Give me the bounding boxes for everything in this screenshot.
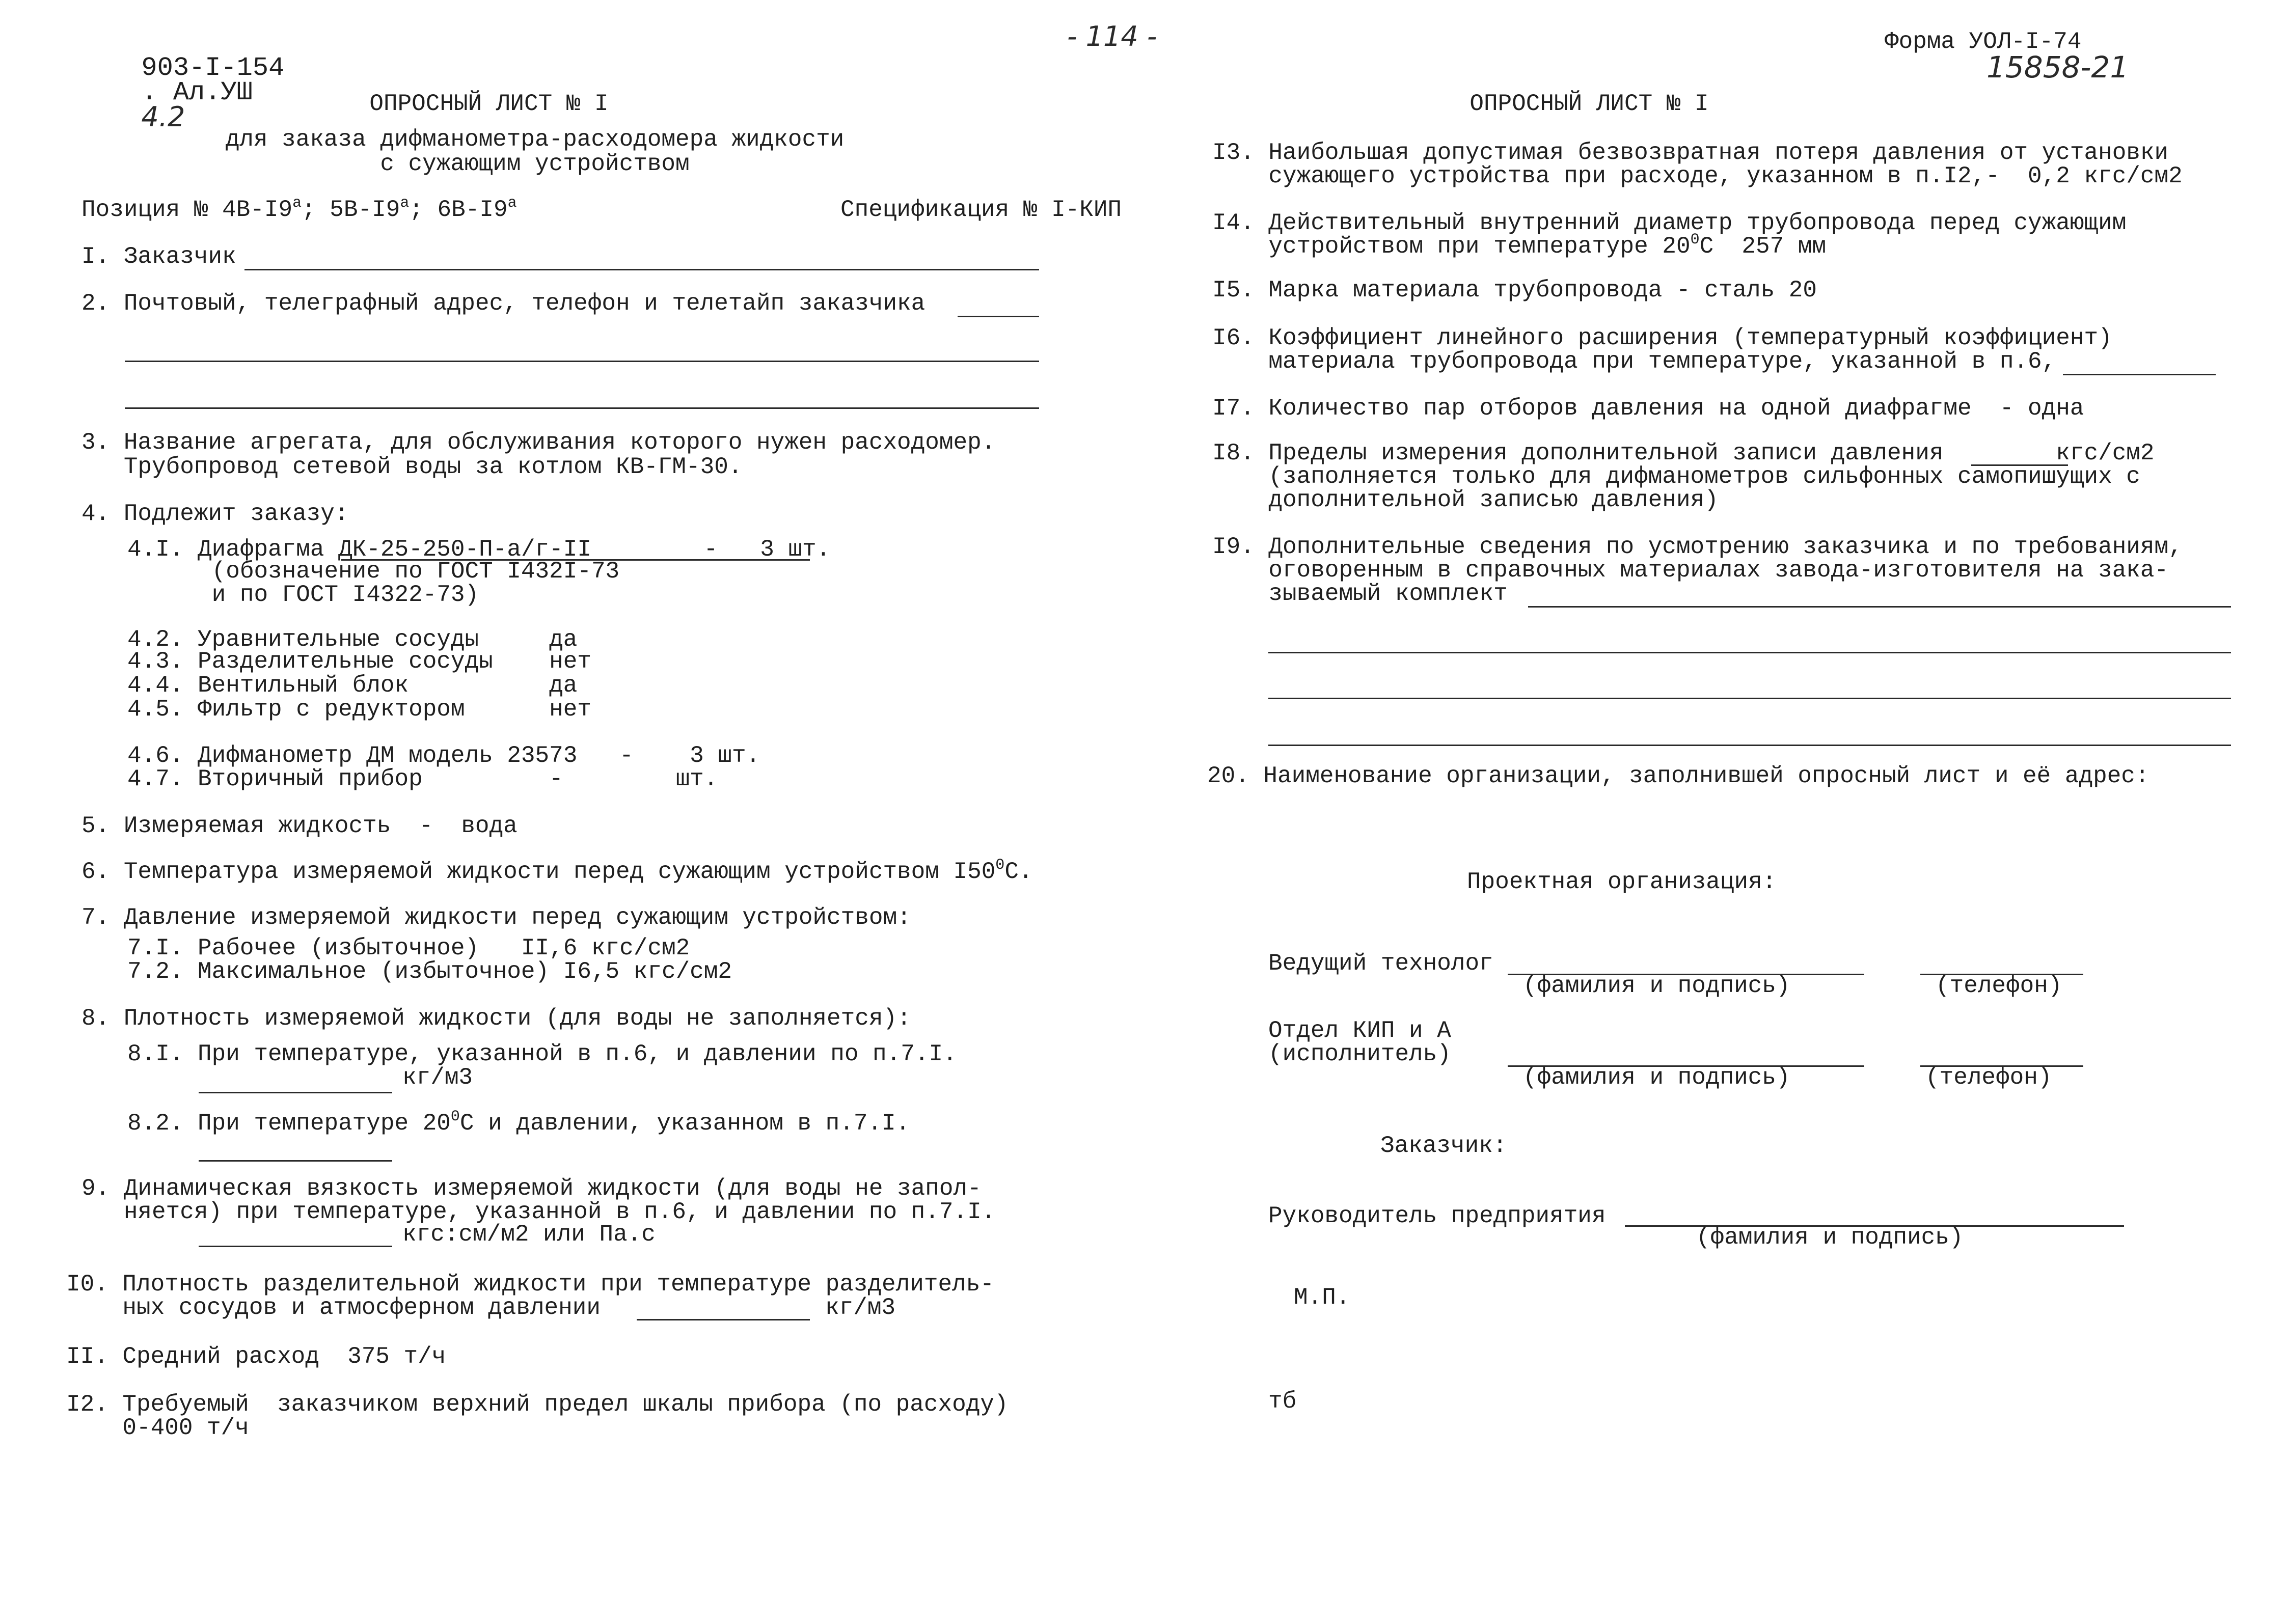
item-9-unit: кгс:см/м2 или Па.с bbox=[402, 1221, 656, 1248]
item-2: 2. Почтовый, телеграфный адрес, телефон и телетайп заказчика bbox=[81, 290, 926, 317]
item-13a: I3. Наибольшая допустимая безвозвратная потеря давления от установки bbox=[1212, 140, 2169, 166]
sep-density-line bbox=[637, 1319, 810, 1320]
item-11: II. Средний расход 375 т/ч bbox=[66, 1343, 446, 1370]
item-18b: (заполняется только для дифманометров сильфонных самопишущих с bbox=[1212, 463, 2140, 490]
item-4-6: 4.6. Дифманометр ДМ модель 23573 - 3 шт. bbox=[127, 742, 760, 769]
address-line-1 bbox=[958, 316, 1039, 317]
lead-signature-caption: (фамилия и подпись) bbox=[1523, 973, 1790, 999]
dept-label: Отдел КИП и А bbox=[1268, 1017, 1451, 1044]
item-17: I7. Количество пар отборов давления на одной диафрагме - одна bbox=[1212, 395, 2084, 422]
item-19c: зываемый комплект bbox=[1212, 581, 1508, 607]
album-volume: 4.2 bbox=[141, 101, 185, 133]
handwritten-number: 15858-21 bbox=[1986, 50, 2129, 85]
address-line-2 bbox=[125, 361, 1039, 362]
item-4-1-gost2: и по ГОСТ I4322-73) bbox=[127, 582, 479, 608]
document-code bbox=[110, 32, 284, 132]
item-4-1: 4.I. Диафрагма ДК-25-250-П-а/г-II - 3 шт. bbox=[127, 536, 831, 563]
item-7-2: 7.2. Максимальное (избыточное) I6,5 кгс/см2 bbox=[127, 958, 732, 985]
lead-technologist-label: Ведущий технолог bbox=[1268, 950, 1493, 977]
item-7: 7. Давление измеряемой жидкости перед сужающим устройством: bbox=[81, 904, 911, 931]
item-4-4: 4.4. Вентильный блок да bbox=[127, 672, 578, 699]
album-ref: . Ал.УШ bbox=[141, 77, 253, 107]
density-line-2 bbox=[199, 1160, 392, 1162]
item-18c: дополнительной записью давления) bbox=[1212, 487, 1719, 513]
item-8-2: 8.2. При температуре $20^0С$ и давлении, указанном в п.7.I. bbox=[127, 1108, 910, 1137]
item-19a: I9. Дополнительные сведения по усмотрению заказчика и по требованиям, bbox=[1212, 534, 2183, 560]
item-4-7: 4.7. Вторичный прибор - шт. bbox=[127, 766, 718, 792]
design-org-label: Проектная организация: bbox=[1467, 869, 1777, 895]
item-8-1-unit: кг/м3 bbox=[402, 1064, 473, 1091]
left-title: ОПРОСНЫЙ ЛИСТ № I bbox=[369, 91, 609, 117]
extra-info-line-3 bbox=[1268, 698, 2231, 699]
footer-mark: тб bbox=[1268, 1388, 1297, 1415]
item-10b: ных сосудов и атмосферном давлении bbox=[66, 1295, 601, 1321]
item-9b: няется) при температуре, указанной в п.6, и давлении по п.7.I. bbox=[81, 1199, 996, 1225]
item-8-1: 8.I. При температуре, указанной в п.6, и давлении по п.7.I. bbox=[127, 1041, 957, 1067]
item-3b: Трубопровод сетевой воды за котлом КВ-ГМ-30. bbox=[81, 454, 743, 480]
page-number: - 114 - bbox=[1067, 20, 1157, 52]
lead-phone-caption: (телефон) bbox=[1936, 973, 2062, 999]
viscosity-line bbox=[199, 1246, 392, 1247]
item-18a: I8. Пределы измерения дополнительной записи давления кгс/см2 bbox=[1212, 440, 2155, 466]
stamp-place-label: М.П. bbox=[1294, 1284, 1350, 1311]
item-6: 6. Температура измеряемой жидкости перед сужающим устройством $I50^0C$. bbox=[81, 857, 1033, 885]
item-16b: материала трубопровода при температуре, указанной в п.6, bbox=[1212, 348, 2056, 375]
item-19b: оговоренным в справочных материалах завода-изготовителя на зака- bbox=[1212, 557, 2169, 584]
doc-code: 903-I-154 bbox=[141, 53, 285, 83]
item-12a: I2. Требуемый заказчиком верхний предел шкалы прибора (по расходу) bbox=[66, 1391, 1009, 1418]
item-15: I5. Марка материала трубопровода - сталь 20 bbox=[1212, 277, 1817, 304]
extra-info-line-1 bbox=[1528, 606, 2231, 608]
item-4-5: 4.5. Фильтр с редуктором нет bbox=[127, 696, 591, 723]
head-label: Руководитель предприятия bbox=[1268, 1203, 1606, 1229]
item-10a: I0. Плотность разделительной жидкости при температуре разделитель- bbox=[66, 1271, 994, 1298]
position-line: Позиция № $4В-I9^а$; $5В-I9^а$; $6В-I9^а$ bbox=[81, 195, 517, 223]
coefficient-line bbox=[2063, 374, 2216, 375]
item-1: I. Заказчик bbox=[81, 243, 236, 270]
extra-info-line-4 bbox=[1268, 745, 2231, 746]
form-label: Форма УОЛ-I-74 bbox=[1885, 29, 2082, 55]
item-9a: 9. Динамическая вязкость измеряемой жидкости (для воды не запол- bbox=[81, 1175, 982, 1202]
customer-label: Заказчик: bbox=[1380, 1133, 1507, 1159]
customer-line bbox=[244, 269, 1039, 270]
dept-signature-caption: (фамилия и подпись) bbox=[1523, 1064, 1790, 1091]
specification: Спецификация № I-КИП bbox=[840, 197, 1122, 223]
item-4-1-gost1: (обозначение по ГОСТ I432I-73 bbox=[127, 558, 620, 585]
item-3a: 3. Название агрегата, для обслуживания которого нужен расходомер. bbox=[81, 429, 996, 456]
address-line-3 bbox=[125, 407, 1039, 409]
item-14a: I4. Действительный внутренний диаметр трубопровода перед сужающим bbox=[1212, 210, 2127, 236]
dept-executor-label: (исполнитель) bbox=[1268, 1041, 1451, 1067]
item-20: 20. Наименование организации, заполнившей опросный лист и её адрес: bbox=[1207, 763, 2149, 789]
left-subtitle-2: с сужающим устройством bbox=[380, 151, 690, 177]
item-13b: сужающего устройства при расходе, указанном в п.I2,- 0,2 кгс/см2 bbox=[1212, 163, 2183, 189]
left-subtitle-1: для заказа дифманометра-расходомера жидкости bbox=[225, 126, 845, 153]
item-5: 5. Измеряемая жидкость - вода bbox=[81, 813, 518, 839]
item-14b: устройством при температуре $20^0C$ 257 мм bbox=[1212, 231, 1827, 260]
item-8: 8. Плотность измеряемой жидкости (для воды не заполняется): bbox=[81, 1005, 911, 1032]
head-signature-caption: (фамилия и подпись) bbox=[1696, 1224, 1964, 1251]
item-12b: 0-400 т/ч bbox=[66, 1415, 249, 1441]
item-16a: I6. Коэффициент линейного расширения (температурный коэффициент) bbox=[1212, 325, 2112, 351]
item-4-2: 4.2. Уравнительные сосуды да bbox=[127, 626, 578, 653]
extra-info-line-2 bbox=[1268, 652, 2231, 653]
item-4-3: 4.3. Разделительные сосуды нет bbox=[127, 648, 591, 675]
density-line-1 bbox=[199, 1092, 392, 1093]
dept-phone-caption: (телефон) bbox=[1925, 1064, 2052, 1091]
right-title: ОПРОСНЫЙ ЛИСТ № I bbox=[1469, 91, 1709, 117]
item-7-1: 7.I. Рабочее (избыточное) II,6 кгс/см2 bbox=[127, 935, 690, 961]
item-10-unit: кг/м3 bbox=[825, 1295, 896, 1321]
item-4: 4. Подлежит заказу: bbox=[81, 501, 349, 527]
